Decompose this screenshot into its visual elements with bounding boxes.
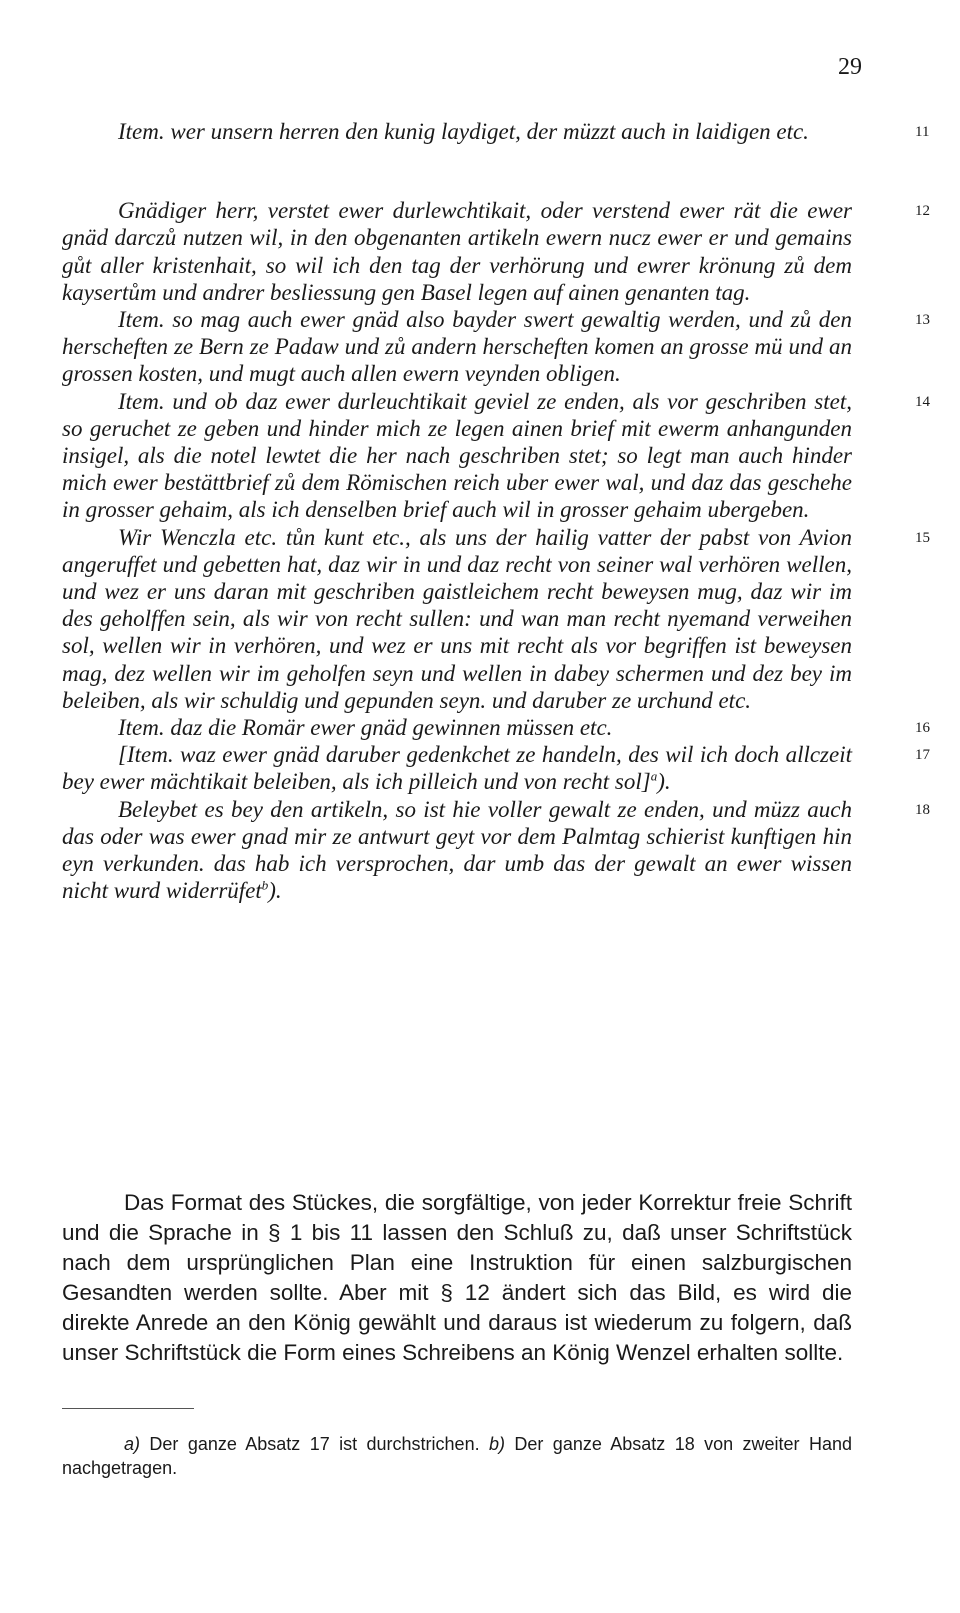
footnote-ref-b: b [261, 877, 269, 893]
paragraph-14-number: 14 [915, 393, 930, 410]
footnote-a-mark: a) [124, 1434, 141, 1454]
paragraph-17-end: ). [657, 769, 671, 795]
paragraph-16-number: 16 [915, 720, 930, 737]
commentary-paragraph: Das Format des Stückes, die sorgfältige, von jeder Korrektur freie Schrift und die Sprache in § 1 bis 11 lassen den Schluß zu, daß unser Schriftstück nach dem ursprünglichen Plan eine Instruktion für einen salzburgischen Gesandten werden sollte. Aber mit § 12 ändert sich das Bild, es wird die direkte Anrede an den König gewählt und daraus ist wiederum zu folgern, daß unser Schriftstück die Form eines Schreibens an König Wenzel erhalten sollte. [62, 1190, 852, 1365]
paragraph-12-number: 12 [915, 203, 930, 220]
paragraph-17 [62, 741, 930, 795]
footnotes [62, 1432, 852, 1480]
footnote-b-mark: b) [488, 1434, 505, 1454]
paragraph-16 [62, 714, 930, 741]
paragraph-18 [62, 796, 930, 905]
footnote-divider [62, 1408, 194, 1409]
paragraph-17-text: [Item. waz ewer gnäd daruber gedenkchet ze handeln, des wil ich doch allczeit bey ewer mächtikait beleiben, als ich pilleich und von recht sol] [62, 742, 852, 795]
paragraph-13-text: Item. so mag auch ewer gnäd also bayder swert gewaltig werden, und zů den herscheften ze Bern ze Padaw und zů andern herscheften komen an grosse mü und an grossen kosten, und mugt auch allen ewern veynden obligen. [62, 307, 852, 387]
paragraph-11 [62, 118, 930, 145]
paragraph-18-end: ). [268, 878, 282, 904]
paragraph-11-number: 11 [915, 124, 930, 140]
paragraph-15 [62, 524, 930, 714]
paragraph-12 [62, 197, 930, 306]
paragraph-16-text: Item. daz die Romär ewer gnäd gewinnen müssen etc. [118, 715, 613, 741]
paragraph-17-number: 17 [915, 747, 930, 764]
paragraph-14 [62, 388, 930, 524]
paragraph-14-text: Item. und ob daz ewer durleuchtikait geviel ze enden, als vor geschriben stet, so geruchet ze geben und hinder mich ze legen ainen brief mit ewerm anhangunden insigel, als die notel lewtet die her nach geschriben stet; so legt man auch hinder mich ewer bestättbrief zů dem Römischen reich uber ewer wal, und daz das geschehe in grosser gehaim, als ich denselben brief auch wil in grosser gehaim ubergeben. [62, 388, 852, 523]
paragraph-11-text: Item. wer unsern herren den kunig laydiget, der müzzt auch in laidigen etc. [118, 119, 809, 144]
page-number: 29 [838, 54, 862, 80]
edition-text [62, 118, 930, 904]
paragraph-15-text: Wir Wenczla etc. tůn kunt etc., als uns der hailig vatter der pabst von Avion angeruffet und gebetten hat, daz wir in und daz recht von seiner wal verhören wellen, und wez er uns daran mit geschriben gaistleichem recht beweysen mug, daz wir im des geholffen sein, als wir von recht sullen: und wan man recht nyemand verweihen sol, wellen wir in verhören, und wez er uns mit recht als vor begriffen ist beweysen mag, dez wellen wir im geholfen seyn und wellen in dabey schermen und dez bey im beleiben, als wir schuldig und gepunden seyn. und daruber ze urchund etc. [62, 524, 852, 713]
paragraph-18-number: 18 [915, 801, 930, 818]
paragraph-13-number: 13 [915, 312, 930, 329]
paragraph-13 [62, 306, 930, 388]
paragraph-15-number: 15 [915, 529, 930, 546]
footnote-b-text: Der ganze Absatz 18 von zweiter Hand nachgetragen. [62, 1434, 852, 1478]
paragraph-12-text: Gnädiger herr, verstet ewer durlewchtikait, oder verstend ewer rät die ewer gnäd darczů nutzen wil, in den obgenanten artikeln ewern nucz ewer er und gemains gůt aller kristenhait, so wil ich den tag der verhörung und ewrer krönung zů dem kaysertům und andrer besliessung gen Basel legen auf ainen genanten tag. [62, 198, 852, 305]
footnote-ref-a: a [650, 768, 658, 784]
footnote-a-text: Der ganze Absatz 17 ist durchstrichen. [140, 1434, 489, 1454]
paragraph-18-text: Beleybet es bey den artikeln, so ist hie voller gewalt ze enden, und müzz auch das oder was ewer gnad mir ze antwurt geyt vor dem Palmtag schierist kunftigen hin eyn verkunden. das hab ich versprochen, dar umb das der gewalt an ewer wissen nicht wurd widerrüfet [62, 796, 852, 904]
